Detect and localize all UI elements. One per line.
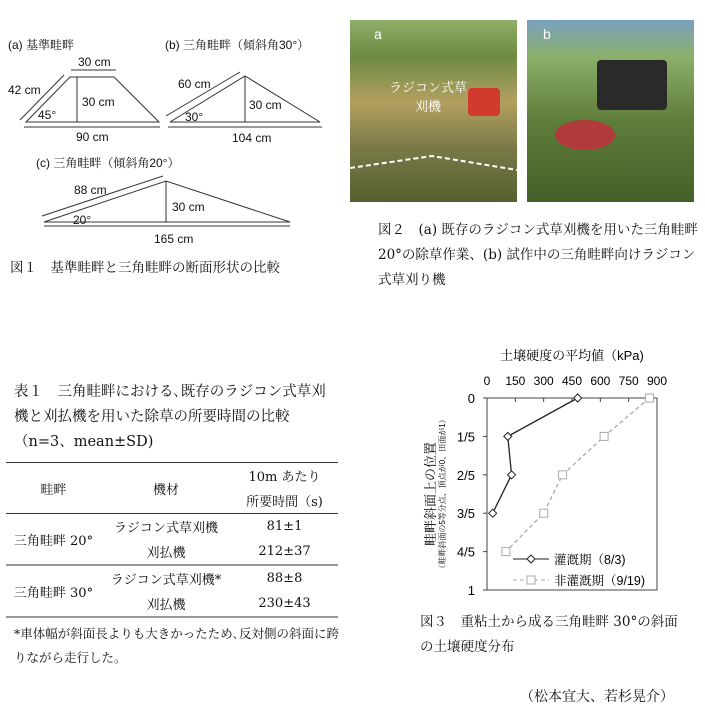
figure-1-caption: 図１ 基準畦畔と三角畦畔の断面形状の比較 (10, 260, 280, 276)
data-point-square (645, 394, 653, 402)
x-tick-label: 150 (505, 374, 526, 388)
y-tick-label: 3/5 (456, 506, 475, 522)
legend-label: 灌漑期（8/3) (554, 553, 626, 567)
data-point-diamond (574, 394, 582, 402)
time-cell: 81±1 (266, 519, 303, 534)
fig1a-base: 90 cm (76, 130, 109, 144)
legend-marker (527, 555, 535, 563)
time-cell: 212±37 (258, 544, 311, 559)
series-line-0 (493, 398, 578, 513)
fig1b-slope: 60 cm (178, 77, 211, 91)
figure-2-caption: 図２ (a) 既存のラジコン式草刈機を用いた三角畦畔 20°の除草作業、(b) 試作中の三角畦畔向けラジコン式草刈り機 (378, 222, 698, 288)
chart-title: 土壌硬度の平均値（kPa) (500, 348, 644, 363)
y-tick-label: 2/5 (456, 467, 475, 483)
fig1b-base: 104 cm (232, 131, 272, 145)
fig1c-base: 165 cm (154, 232, 194, 246)
cross-section-shapes (0, 30, 330, 250)
header-ridge: 畦畔 (40, 482, 67, 498)
y-axis-sublabel: （畦畔斜面の5等分点、頂点が0、田面が1） (438, 415, 447, 573)
photo-b-label: b (543, 26, 551, 42)
header-time-1: 10m あたり (248, 470, 321, 485)
fig1c-title: (c) 三角畦畔（傾斜角20°） (36, 156, 180, 170)
fig1c-height: 30 cm (172, 200, 205, 214)
x-tick-label: 750 (618, 374, 639, 388)
header-machine: 機材 (152, 482, 179, 498)
machine-cell: 刈払機 (146, 598, 186, 613)
photo-a-label: a (374, 26, 382, 42)
x-tick-label: 600 (590, 374, 611, 388)
y-tick-label: 4/5 (456, 544, 475, 560)
fig1a-top: 30 cm (78, 55, 111, 69)
machine-cell: 刈払機 (146, 546, 186, 561)
machine-cell: ラジコン式草刈機* (110, 573, 222, 588)
data-point-square (559, 471, 567, 479)
fig1c-angle: 20° (73, 213, 92, 227)
legend-label: 非灌漑期（9/19) (554, 574, 645, 588)
header-time-2: 所要時間（s) (246, 495, 323, 510)
series-line-1 (506, 398, 650, 552)
prototype-body (597, 60, 667, 110)
ridge-cell: 三角畦畔 20° (13, 533, 94, 549)
legend-marker (527, 576, 535, 584)
slope-line (350, 20, 517, 202)
data-point-square (540, 509, 548, 517)
table-row (6, 514, 338, 540)
fig1a-slope: 42 cm (8, 83, 41, 97)
soil-hardness-chart (405, 340, 705, 605)
x-tick-label: 450 (561, 374, 583, 388)
data-point-square (600, 432, 608, 440)
table-1-caption: 表１ 三角畦畔における､既存のラジコン式草刈機と刈払機を用いた除草の所要時間の比較（n=3、mean±SD) (14, 384, 326, 450)
photo-existing-mower (350, 20, 517, 202)
fig1a-angle: 45° (38, 108, 57, 122)
machine-cell: ラジコン式草刈機 (113, 521, 218, 536)
x-tick-label: 300 (533, 374, 554, 388)
y-axis-label: 畦畔斜面上の位置 (423, 441, 438, 547)
table-1 (6, 462, 338, 618)
fig1b-angle: 30° (185, 110, 204, 124)
fig1a-height: 30 cm (82, 95, 115, 109)
fig1a-title: (a) 基準畦畔 (8, 38, 75, 52)
time-cell: 230±43 (258, 596, 311, 611)
table-1-note: *車体幅が斜面長よりも大きかったため､反対側の斜面に跨りながら走行した。 (14, 626, 340, 665)
photo-a-overlay: ラジコン式草刈機 (388, 80, 467, 114)
table-row (6, 565, 338, 591)
x-tick-label: 0 (483, 374, 491, 388)
fig1c-slope: 88 cm (74, 183, 107, 197)
figure-3-caption: 図３ 重粘土から成る三角畦畔 30°の斜面の土壌硬度分布 (420, 614, 678, 655)
y-tick-label: 1/5 (456, 429, 475, 445)
y-tick-label: 0 (467, 391, 475, 406)
y-tick-label: 1 (467, 583, 475, 598)
authors: （松本宜大、若杉晃介） (520, 689, 674, 705)
data-point-diamond (489, 509, 497, 517)
fig1b-title: (b) 三角畦畔（傾斜角30°） (165, 38, 310, 52)
ridge-cell: 三角畦畔 30° (13, 585, 94, 601)
fig1b-height: 30 cm (249, 98, 282, 112)
time-cell: 88±8 (266, 571, 303, 586)
table-header-row (6, 463, 338, 489)
photo-prototype-mower (527, 20, 694, 202)
cutter-disc (555, 120, 615, 150)
data-point-diamond (508, 471, 516, 479)
data-point-square (502, 548, 510, 556)
x-tick-label: 900 (646, 374, 668, 388)
figure-1-diagrams (0, 30, 330, 250)
data-point-diamond (504, 432, 512, 440)
